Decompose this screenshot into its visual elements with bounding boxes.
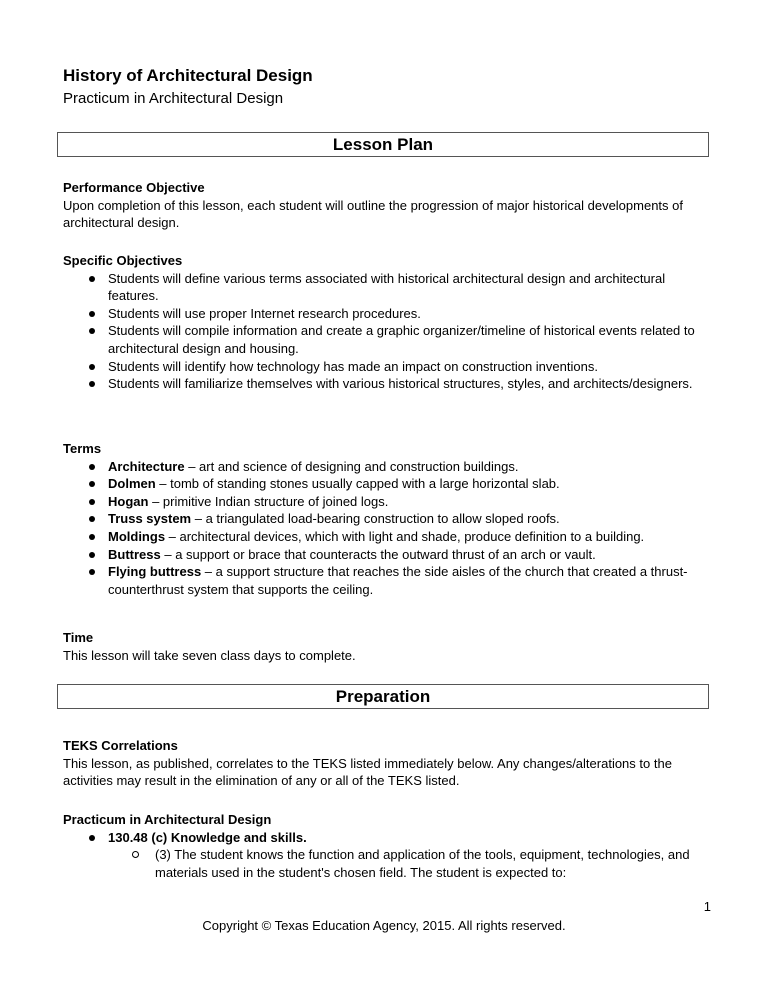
teks-correlations-text: This lesson, as published, correlates to the TEKS listed immediately below. Any changes/alterations to the activities may result in the elimination of any or all of the TEKS listed.	[63, 755, 672, 789]
term-name: Moldings	[108, 528, 166, 544]
term-name: Buttress	[108, 546, 161, 562]
term-item	[63, 528, 703, 546]
copyright-footer: Copyright © Texas Education Agency, 2015. All rights reserved.	[202, 918, 566, 933]
performance-objective-text: Upon completion of this lesson, each student will outline the progression of major historical developments of architectural design.	[63, 197, 684, 231]
specific-objectives-list	[63, 270, 703, 393]
lesson-plan-banner: Lesson Plan	[57, 132, 709, 157]
list-item	[63, 829, 703, 847]
list-item: Students will define various terms associated with historical architectural design and architectural features.	[63, 270, 703, 305]
list-item: Students will identify how technology has made an impact on construction inventions.	[63, 358, 703, 376]
page-number: 1	[703, 899, 711, 914]
term-definition: – a support structure that reaches the side aisles of the church that created a thrust-counterthrust system that supports the ceiling.	[108, 564, 688, 597]
time-section	[63, 629, 703, 664]
specific-objectives-section	[63, 252, 703, 393]
term-item	[63, 563, 703, 598]
term-item	[63, 475, 703, 493]
knowledge-list	[63, 829, 703, 847]
term-definition: – a support or brace that counteracts the outward thrust of an arch or vault.	[160, 546, 596, 562]
time-text: This lesson will take seven class days to complete.	[63, 647, 356, 663]
list-item: Students will familiarize themselves with various historical structures, styles, and architects/designers.	[63, 375, 703, 393]
terms-heading: Terms	[63, 441, 102, 456]
time-heading: Time	[63, 630, 94, 645]
term-name: Architecture	[108, 458, 185, 474]
document-title: History of Architectural Design	[63, 66, 313, 85]
document-subtitle: Practicum in Architectural Design	[63, 90, 284, 107]
term-definition: – architectural devices, which with light and shade, produce definition to a building.	[165, 528, 645, 544]
term-definition: – tomb of standing stones usually capped with a large horizontal slab.	[155, 476, 560, 492]
term-name: Truss system	[108, 511, 192, 527]
term-item	[63, 493, 703, 511]
term-name: Dolmen	[108, 476, 156, 492]
term-name: Hogan	[108, 493, 149, 509]
list-item: Students will compile information and create a graphic organizer/timeline of historical events related to architectural design and housing.	[63, 322, 703, 357]
performance-objective-section	[63, 179, 703, 232]
term-item	[63, 510, 703, 528]
terms-list	[63, 458, 703, 599]
term-item	[63, 458, 703, 476]
performance-objective-heading: Performance Objective	[63, 180, 205, 195]
term-item	[63, 546, 703, 564]
preparation-banner: Preparation	[57, 684, 709, 709]
term-definition: – art and science of designing and construction buildings.	[184, 458, 519, 474]
list-item: (3) The student knows the function and application of the tools, equipment, technologies, and materials used in the student's chosen field. The student is expected to:	[63, 846, 703, 881]
term-definition: – a triangulated load-bearing construction to allow sloped roofs.	[191, 511, 560, 527]
practicum-section	[63, 811, 703, 881]
term-definition: – primitive Indian structure of joined logs.	[148, 493, 389, 509]
teks-correlations-section	[63, 737, 703, 790]
practicum-heading: Practicum in Architectural Design	[63, 812, 272, 827]
teks-correlations-heading: TEKS Correlations	[63, 738, 178, 753]
list-item: Students will use proper Internet research procedures.	[63, 305, 703, 323]
terms-section	[63, 440, 703, 598]
specific-objectives-heading: Specific Objectives	[63, 253, 183, 268]
term-name: Flying buttress	[108, 564, 202, 580]
knowledge-item: 130.48 (c) Knowledge and skills.	[108, 829, 307, 845]
knowledge-sub-list	[63, 846, 703, 881]
